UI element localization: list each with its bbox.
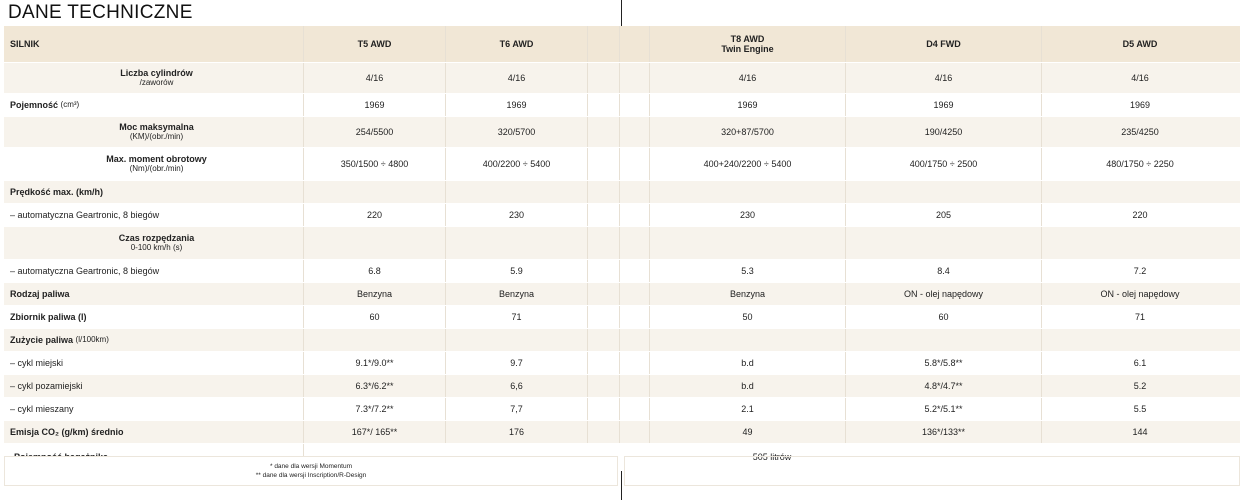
cell-d5: 4/16	[1131, 73, 1149, 83]
cell-d5	[1042, 181, 1238, 203]
cell-t5: 6.3*/6.2**	[304, 375, 446, 397]
footnote-2: ** dane dla wersji Inscription/R-Design	[255, 472, 367, 479]
row-label-sub: /zaworów	[139, 78, 174, 87]
cell-t8: Benzyna	[650, 283, 846, 305]
cell-t8: b.d	[650, 352, 846, 374]
cell-d5: ON - olej napędowy	[1100, 289, 1180, 299]
row-label-main: Moc maksymalna	[119, 122, 194, 132]
cell-d4: 8.4	[846, 260, 1042, 282]
cell-t8: 49	[650, 421, 846, 443]
row-label-main: Max. moment obrotowy	[106, 154, 207, 164]
cell-t6: 9.7	[446, 352, 588, 374]
spacer-cell	[588, 421, 620, 443]
cell-t5: 167*/ 165**	[304, 421, 446, 443]
cell-t5: 60	[304, 306, 446, 328]
cell-t8: 230	[650, 204, 846, 226]
cell-d5	[1042, 227, 1238, 259]
table-row	[4, 227, 1240, 260]
cell-t5	[304, 329, 446, 351]
header-engine: SILNIK	[4, 26, 304, 62]
header-d5: D5 AWD	[1122, 39, 1158, 49]
spacer-cell	[588, 148, 620, 180]
row-label-main: Prędkość max. (km/h)	[10, 187, 104, 197]
cell-t8: b.d	[650, 375, 846, 397]
spacer-cell	[620, 352, 650, 374]
table-row	[4, 117, 1240, 148]
row-label-main: Liczba cylindrów	[120, 68, 193, 78]
table-row	[4, 352, 1240, 375]
cell-t6: 71	[446, 306, 588, 328]
row-label-main: Pojemność	[10, 100, 59, 110]
cell-d5	[1042, 329, 1238, 351]
cell-d4: 5.8*/5.8**	[846, 352, 1042, 374]
footnote-box-right	[624, 456, 1240, 486]
cell-t6: 5.9	[446, 260, 588, 282]
row-label	[4, 63, 304, 93]
cell-t8	[650, 329, 846, 351]
row-label-main: Zbiornik paliwa (l)	[10, 312, 87, 322]
cell-d4: 400/1750 ÷ 2500	[846, 148, 1042, 180]
row-label-main: Zużycie paliwa	[10, 335, 74, 345]
cell-t6: Benzyna	[446, 283, 588, 305]
row-label	[4, 329, 304, 351]
row-label	[4, 306, 304, 328]
table-row	[4, 181, 1240, 204]
spacer-cell	[620, 283, 650, 305]
row-label-sub: (Nm)/(obr./min)	[129, 164, 184, 173]
footnotes	[4, 456, 618, 486]
cell-d4: 60	[846, 306, 1042, 328]
header-t5: T5 AWD	[304, 26, 446, 62]
cell-t8: 5.3	[650, 260, 846, 282]
cell-d4: 190/4250	[846, 117, 1042, 147]
cell-t8	[650, 181, 846, 203]
cell-t5: 4/16	[304, 63, 446, 93]
cell-t5: 1969	[304, 94, 446, 116]
table-row	[4, 421, 1240, 444]
row-label: – automatyczna Geartronic, 8 biegów	[4, 204, 304, 226]
cell-t6	[446, 227, 588, 259]
spacer-cell	[620, 117, 650, 147]
cell-t6: 4/16	[446, 63, 588, 93]
cell-d4: 4.8*/4.7**	[846, 375, 1042, 397]
header-t6: T6 AWD	[446, 26, 588, 62]
row-label	[4, 148, 304, 180]
row-label-main: Czas rozpędzania	[118, 233, 195, 243]
cell-t5: 220	[304, 204, 446, 226]
spacer-cell	[588, 227, 620, 259]
spacer-cell	[588, 260, 620, 282]
table-row	[4, 148, 1240, 181]
cell-d5: 220	[1132, 210, 1148, 220]
trunk-value: 505 litrów	[752, 452, 792, 462]
spacer-cell	[620, 204, 650, 226]
spacer-cell	[620, 421, 650, 443]
header-t8-line1: T8 AWD	[730, 34, 765, 44]
cell-t5: 7.3*/7.2**	[304, 398, 446, 420]
table-row	[4, 283, 1240, 306]
cell-d4: ON - olej napędowy	[846, 283, 1042, 305]
cell-d5: 7.2	[1133, 266, 1147, 276]
cell-t6: 1969	[446, 94, 588, 116]
cell-d5: 480/1750 ÷ 2250	[1106, 159, 1174, 169]
table-row	[4, 260, 1240, 283]
spacer-cell	[620, 329, 650, 351]
cell-t6: 7,7	[446, 398, 588, 420]
row-label: – automatyczna Geartronic, 8 biegów	[4, 260, 304, 282]
cell-t8: 400+240/2200 ÷ 5400	[650, 148, 846, 180]
row-label-sub: (KM)/(obr./min)	[129, 132, 184, 141]
cell-d4: 4/16	[846, 63, 1042, 93]
row-label	[4, 181, 304, 203]
table-row	[4, 306, 1240, 329]
cell-d4	[846, 329, 1042, 351]
row-label	[4, 117, 304, 147]
spacer-cell	[620, 375, 650, 397]
row-label: – cykl pozamiejski	[4, 375, 304, 397]
cell-d4: 136*/133**	[846, 421, 1042, 443]
spacer-cell	[588, 283, 620, 305]
cell-d5: 5.2	[1133, 381, 1147, 391]
cell-d4: 5.2*/5.1**	[846, 398, 1042, 420]
cell-d5: 235/4250	[1121, 127, 1159, 137]
table-row	[4, 63, 1240, 94]
spacer-cell	[620, 306, 650, 328]
cell-t6: 320/5700	[446, 117, 588, 147]
cell-t8	[650, 227, 846, 259]
spacer-cell	[620, 398, 650, 420]
row-label-main: Emisja CO₂ (g/km) średnio	[10, 427, 124, 437]
row-label: – cykl miejski	[4, 352, 304, 374]
cell-t5: Benzyna	[304, 283, 446, 305]
table-row	[4, 398, 1240, 421]
spacer-cell	[588, 352, 620, 374]
spacer-cell	[588, 94, 620, 116]
cell-t8: 320+87/5700	[650, 117, 846, 147]
cell-d4: 1969	[846, 94, 1042, 116]
cell-t8: 50	[650, 306, 846, 328]
cell-d5: 1969	[1129, 100, 1151, 110]
spacer-cell	[620, 94, 650, 116]
row-label-main: Rodzaj paliwa	[10, 289, 70, 299]
cell-d4: 205	[846, 204, 1042, 226]
spacer-cell	[588, 306, 620, 328]
row-label-sub: 0-100 km/h (s)	[130, 243, 183, 252]
cell-t5: 350/1500 ÷ 4800	[304, 148, 446, 180]
page-title: DANE TECHNICZNE	[8, 2, 193, 23]
table-row	[4, 329, 1240, 352]
header-t8-line2: Twin Engine	[721, 44, 774, 54]
cell-t5: 6.8	[304, 260, 446, 282]
cell-t6: 230	[446, 204, 588, 226]
cell-d5: 5.5	[1133, 404, 1147, 414]
spacer-cell	[588, 375, 620, 397]
cell-t5: 9.1*/9.0**	[304, 352, 446, 374]
cell-t6	[446, 329, 588, 351]
footnote-1: * dane dla wersji Momentum	[269, 463, 352, 470]
header-d4: D4 FWD	[846, 26, 1042, 62]
cell-t5	[304, 181, 446, 203]
row-label-sub: (cm³)	[60, 100, 80, 109]
spacer-cell	[588, 329, 620, 351]
cell-t8: 4/16	[650, 63, 846, 93]
spacer-cell	[588, 204, 620, 226]
spacer-cell	[620, 227, 650, 259]
spacer-cell	[588, 63, 620, 93]
header-spacer	[620, 26, 650, 62]
cell-t6: 400/2200 ÷ 5400	[446, 148, 588, 180]
cell-t6	[446, 181, 588, 203]
cell-t8: 2.1	[650, 398, 846, 420]
row-label	[4, 421, 304, 443]
cell-t6: 176	[446, 421, 588, 443]
cell-d4	[846, 181, 1042, 203]
cell-t6: 6,6	[446, 375, 588, 397]
cell-t5: 254/5500	[304, 117, 446, 147]
row-label	[4, 227, 304, 259]
table-row	[4, 94, 1240, 117]
spacer-cell	[620, 181, 650, 203]
spacer-cell	[588, 398, 620, 420]
spacer-cell	[620, 63, 650, 93]
table-row	[4, 204, 1240, 227]
spacer-cell	[588, 117, 620, 147]
cell-d4	[846, 227, 1042, 259]
spacer-cell	[620, 260, 650, 282]
table-header-row	[4, 26, 1240, 63]
row-label-sub: (l/100km)	[75, 335, 109, 344]
cell-d5: 144	[1132, 427, 1148, 437]
cell-d5: 6.1	[1133, 358, 1147, 368]
row-label	[4, 94, 304, 116]
row-label	[4, 283, 304, 305]
row-label: – cykl mieszany	[4, 398, 304, 420]
header-spacer	[588, 26, 620, 62]
table-row	[4, 375, 1240, 398]
cell-d5: 71	[1134, 312, 1145, 322]
spacer-cell	[620, 148, 650, 180]
cell-t5	[304, 227, 446, 259]
cell-t8: 1969	[650, 94, 846, 116]
header-t8	[650, 26, 846, 62]
spec-table	[4, 26, 1240, 471]
spacer-cell	[588, 181, 620, 203]
